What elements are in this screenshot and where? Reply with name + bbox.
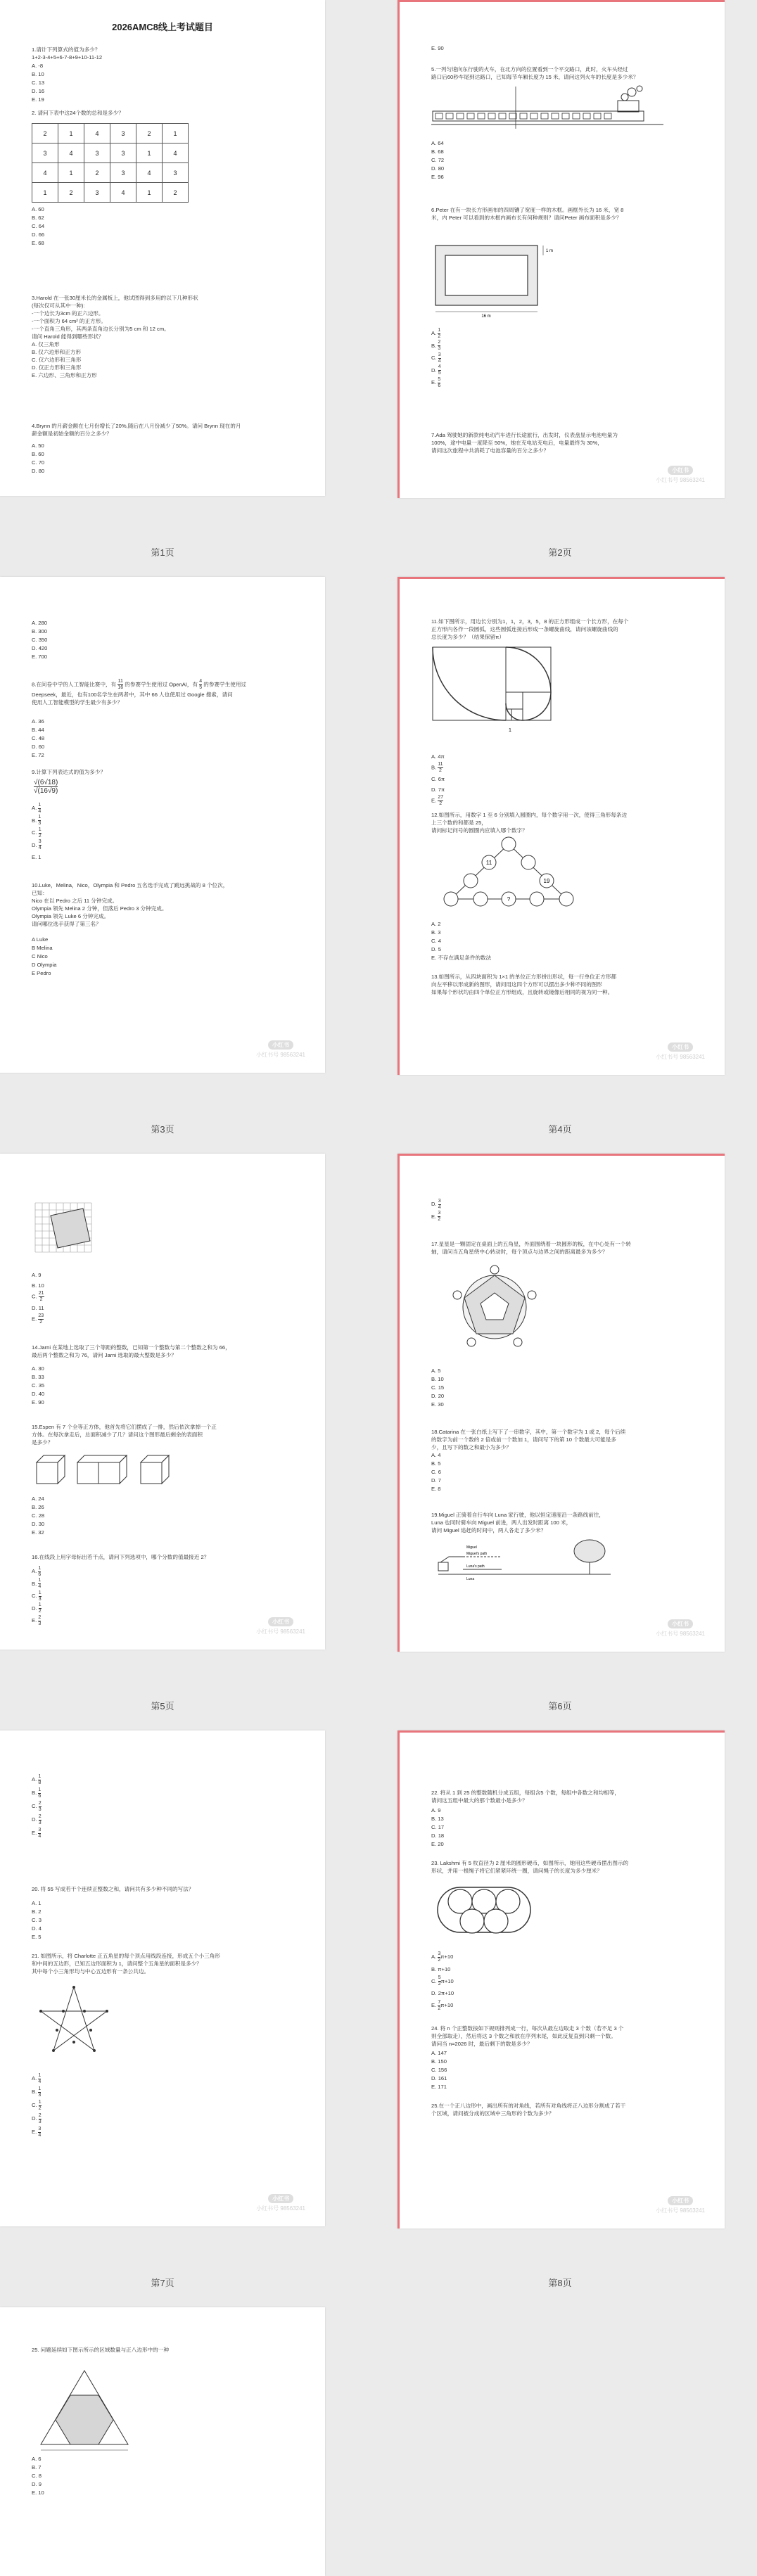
option[interactable]: A. 4π [431, 753, 445, 760]
q21-options [32, 2072, 42, 2138]
question-14: 14.Jarni 在某地上选取了三个等距的整数，已知第一个整数与第二个整数之和为 66， 最后两个整数之和为 76，请问 Jarni 选取的最大整数是多少？ [32, 1344, 231, 1358]
question-2: 2. 请问下表中这24个数的总和是多少？ [32, 110, 124, 116]
page-label: 第2页 [548, 547, 572, 558]
option[interactable]: E. 10 [32, 2489, 44, 2496]
question-5: 5.一列匀速向东行驶的火车，在北方向的位置看到一个平交路口，此时，火车头经过 路口后60秒车尾到达路口，已知每节车厢长度为 15 米，请问这列火车的长度是多少米？ [431, 66, 639, 80]
option[interactable]: B. 150 [431, 2058, 447, 2065]
option[interactable]: B. $\frac{2}{3}$ [431, 340, 441, 351]
option[interactable]: B. 26 [32, 1504, 44, 1510]
q8-options [32, 718, 44, 760]
label-miguel: Miguel [466, 1545, 477, 1550]
circle-triangle-diagram [438, 836, 579, 913]
question-9: 9.计算下列表达式的值为多少？ [32, 769, 106, 775]
option[interactable]: A. 280 [32, 620, 47, 626]
pentagram-diagram [35, 1984, 113, 2061]
option[interactable]: D. 80 [431, 165, 445, 172]
label-question: ? [507, 896, 511, 903]
option[interactable]: E. 700 [32, 653, 47, 660]
watermark: 小红书 小红书号 98563241 [656, 1621, 705, 1637]
q9-options [32, 802, 42, 863]
option[interactable]: E. 不存在满足条件的数法 [431, 955, 492, 961]
option[interactable]: E. 32 [32, 1529, 44, 1536]
question-20: 20. 将 55 写成若干个连续正整数之和，请问共有多少种不同的写法？ [32, 1886, 194, 1892]
option[interactable]: B. π+10 [431, 1965, 451, 1972]
option[interactable]: E. $\frac{27}{2}$ [431, 795, 444, 806]
option[interactable]: E. 8 [431, 1486, 441, 1492]
label-19: 19 [543, 878, 550, 884]
option[interactable]: A. $\frac{1}{4}$ [32, 802, 42, 814]
question-23: 23. Lakshmi 有 5 枚直径为 2 厘米的圆形硬币，如图所示，她用这些硬币摆出图示的 形状，并用一根绳子将它们紧紧环绕一圈，请问绳子的长度为多少厘米？ [431, 1860, 629, 1874]
option[interactable]: D. 4 [32, 1925, 42, 1932]
option[interactable]: E. $\frac{2}{3}$ [32, 1614, 42, 1626]
option[interactable]: C. $\frac{2}{3}$ [32, 1800, 42, 1812]
option[interactable]: D. 16 [32, 88, 45, 94]
option[interactable]: B Melina [32, 945, 53, 951]
q1-options [32, 62, 44, 104]
option[interactable]: E. 96 [431, 174, 444, 180]
option[interactable]: B. $\frac{1}{6}$ [32, 1787, 42, 1799]
option[interactable]: D. 9 [32, 2481, 42, 2487]
q7-options [32, 619, 47, 661]
page-2 [397, 0, 725, 498]
option[interactable]: C. 8 [32, 2473, 42, 2479]
page-9 [0, 2307, 325, 2576]
q9-expression: √(6√18) √(16√9) [34, 779, 58, 795]
option[interactable]: E. 171 [431, 2084, 447, 2090]
option[interactable]: E. 30 [431, 1401, 444, 1408]
q16-options-cont [431, 1198, 441, 1223]
canvas-frame-diagram [431, 241, 554, 319]
q10-options [32, 936, 56, 978]
q23-options [431, 1951, 454, 2012]
question-13: 13.如图所示，从四块面积为 1×1 的单位正方形拼出形状，每一行单位正方形都 向左平移以形成新的图形，请问用这四个方形可以摆出多少种不同的图形 如果每个形状均由四个单位正方形组成，且旋转或镜像后相同的视为同一种。 [431, 974, 617, 995]
option[interactable]: E. $\frac{23}{2}$ [32, 1313, 44, 1325]
q15-options [32, 1495, 44, 1537]
q6-options [431, 327, 441, 389]
option[interactable]: C. 70 [32, 459, 45, 466]
q18-options [431, 1451, 441, 1493]
label-11: 11 [485, 860, 492, 866]
option[interactable]: D. 7π [431, 786, 445, 793]
option[interactable]: E. 1 [32, 854, 42, 860]
option[interactable]: A. $\frac{1}{2}$ [431, 327, 441, 339]
option[interactable]: E Pedro [32, 970, 51, 976]
option[interactable]: C. 72 [431, 157, 445, 163]
page-label: 第7页 [151, 2278, 174, 2288]
option[interactable]: C. $\frac{3}{4}$ [431, 352, 441, 364]
dim-bottom-label: 16 m [481, 314, 491, 319]
page-label: 第3页 [151, 1124, 174, 1135]
option[interactable]: A. 36 [32, 718, 44, 725]
q17-options [431, 1367, 444, 1409]
option[interactable]: E. 68 [32, 240, 44, 246]
option[interactable]: E. $\frac{3}{4}$ [32, 2126, 42, 2138]
watermark: 小红书 小红书号 98563241 [656, 2198, 705, 2214]
star-pentagon-diagram [442, 1261, 547, 1353]
option[interactable]: A. 50 [32, 442, 44, 449]
question-4: 4.Brynn 的月薪金额在七月份增长了20%,随后在八月份减少了50%。请问 Brynn 现在的月 薪金额是初始金额的百分之多少？ [32, 423, 241, 437]
option[interactable]: D. $\frac{2}{3}$ [32, 1813, 42, 1825]
option[interactable]: D. 18 [431, 1832, 445, 1839]
document-title: 2026AMC8线上考试题目 [112, 22, 213, 32]
question-18: 18.Catarina 在一张白纸上写下了一串数字，其中，第一个数字为 1 或 2，每个后续 的数字为前一个数的 2 倍或前一个数加 1，请问写下的第 10 个数最大可能是多 少，且写下的数之和最小为多少？ [431, 1429, 626, 1450]
option[interactable]: D. 66 [32, 231, 45, 238]
option[interactable]: A. 9 [431, 1807, 441, 1813]
option[interactable]: C. 350 [32, 637, 48, 643]
option[interactable]: A. 2 [431, 921, 441, 927]
option[interactable]: C. 48 [32, 735, 45, 741]
option[interactable]: A. 9 [32, 1272, 42, 1278]
option[interactable]: C. 35 [32, 1382, 45, 1389]
option[interactable]: E. $\frac{3}{4}$ [32, 1827, 42, 1839]
option[interactable]: B. 33 [32, 1374, 44, 1380]
watermark: 小红书 小红书号 98563241 [256, 1042, 305, 1058]
option[interactable]: B. 5 [431, 1460, 441, 1467]
q25-options [32, 2455, 44, 2497]
option[interactable]: C. 15 [431, 1384, 445, 1391]
option[interactable]: D. $\frac{3}{4}$ [32, 839, 42, 850]
q13-options [32, 1270, 44, 1325]
option[interactable]: E. $\frac{5}{6}$ [431, 376, 441, 388]
question-8: 8.在问卷中学的人工智能比赛中，有 $\frac{11}{16}$ 的参赛学生使用过 OpenAI，有 $\frac{4}{5}$ 的参赛学生使用过 Deepseek，最近，也有100名学生在两者中，其中 66 人也使用过 Google 搜索，请问 使用人工智能模型的学生最少有多少？ [32, 679, 247, 706]
option[interactable]: C. 4 [431, 938, 441, 944]
option[interactable]: D Olympia [32, 962, 57, 968]
page-8 [397, 1730, 725, 2229]
option[interactable]: D. $\frac{3}{4}$ [431, 1198, 441, 1210]
page-label: 第5页 [151, 1701, 174, 1711]
page-label: 第8页 [548, 2278, 572, 2288]
option[interactable]: E. 90 [431, 45, 444, 51]
q5-options [431, 139, 444, 181]
option[interactable]: E. 72 [32, 752, 44, 758]
option[interactable]: A. 24 [32, 1496, 44, 1502]
option[interactable]: C. 6π [431, 776, 445, 782]
option[interactable]: A. $\frac{3}{2}$ π+10 [431, 1951, 454, 1963]
page-label: 第4页 [548, 1124, 572, 1135]
question-7: 7.Ada 驾驶她的新款纯电动汽车进行长途旅行，出发时，仪表盘显示电池电量为 100%，途中电量一度降至 50%，她在充电站充电后，电量最终为 30%， 请问这次旅程中共消耗了电池容量的百分之多少？ [431, 432, 618, 454]
option[interactable]: C. $\frac{1}{2}$ [32, 2099, 42, 2111]
option[interactable]: B. 62 [32, 215, 44, 221]
page-7 [0, 1730, 325, 2226]
question-24: 24. 将 n 个正整数按如下规则排列成一行，每次从最左边取走 3 个数（若不足 3 个 则全部取走），然后将这 3 个数之和放在序列末尾，如此反复直到只剩一个数。 请问当 n=2026 时，最后剩下的数是多少？ [431, 2025, 624, 2047]
option[interactable]: D. 7 [431, 1477, 441, 1484]
option[interactable]: A. 30 [32, 1365, 44, 1372]
option[interactable]: A. 147 [431, 2050, 447, 2056]
q19-options [32, 1773, 42, 1839]
page-1 [0, 0, 325, 496]
tilted-square-grid-diagram [35, 1203, 98, 1259]
option[interactable]: B. $\frac{1}{3}$ [32, 815, 42, 826]
q11-options [431, 751, 445, 807]
question-10: 10.Luke，Melina，Nico，Olympia 和 Pedro 五名选手完成了跳远挑战的 8 个位次， 已知： Nico 在以 Pedro 之后 11 分钟完成。 Olympia 领先 Melina 2 分钟，但落后 Pedro 3 分钟完成。 Olympia 领先 Luke 6 分钟完成。 请问哪位选手获得了第三名？ [32, 882, 229, 927]
option[interactable]: E. $\frac{7}{2}$ π+10 [431, 1999, 454, 2011]
option[interactable]: C. $\frac{5}{2}$ π+10 [431, 1975, 454, 1987]
question-15: 15.Espen 有 7 个全等正方体，他首先将它们摆成了一排，然后依次拿掉一个正 方体。在每次拿走后，总面积减少了几？请问这个图形最后剩余的表面积 是多少？ [32, 1424, 217, 1446]
option[interactable]: B. 7 [32, 2464, 42, 2470]
option[interactable]: A. -8 [32, 63, 44, 69]
question-17: 17.星星是一颗固定在桌面上的五角星，外面围绕着一块圆形的板，在中心处有一个转 轴，请问当五角星绕中心转动时，每个顶点与边界之间的距离最多为多少？ [431, 1241, 631, 1255]
option[interactable]: E. $\frac{3}{2}$ [431, 1211, 441, 1222]
option[interactable]: C. $\frac{21}{2}$ [32, 1291, 44, 1302]
q4-options [32, 442, 44, 476]
cubes-diagram [35, 1453, 183, 1488]
q24-options [431, 2049, 447, 2091]
option[interactable]: D. 161 [431, 2075, 447, 2081]
train-diagram [431, 87, 663, 129]
option[interactable]: E. 19 [32, 96, 44, 103]
q16-options [32, 1565, 42, 1627]
option[interactable]: D. 2π+10 [431, 1990, 454, 1996]
option[interactable]: A. 6 [32, 2456, 42, 2462]
page-label: 第6页 [548, 1701, 572, 1711]
option[interactable]: C. 6 [431, 1469, 441, 1475]
label-miguel-path: Miguel's path [466, 1552, 488, 1556]
option[interactable]: B. 10 [32, 1282, 44, 1289]
option[interactable]: B. 13 [431, 1816, 444, 1822]
page-label: 第1页 [151, 547, 174, 558]
option[interactable]: B. $\frac{1}{4}$ [32, 1578, 42, 1589]
fibonacci-spiral-diagram [431, 646, 558, 737]
coins-diagram [435, 1880, 533, 1944]
question-25: 25.在一个正八边形中，画出所有的对角线，若所有对角线将正八边形分割成了若干 个区域，请问被分成的区域中三角形的个数为多少？ [431, 2103, 626, 2117]
watermark: 小红书 小红书号 98563241 [656, 1044, 705, 1060]
option[interactable]: A. $\frac{1}{4}$ [32, 2072, 42, 2084]
option[interactable]: C. $\frac{1}{3}$ [32, 1590, 42, 1602]
option[interactable]: D. $\frac{2}{3}$ [32, 2112, 42, 2124]
option[interactable]: C. 64 [32, 223, 45, 229]
option[interactable]: D. $\frac{4}{5}$ [431, 364, 441, 376]
option[interactable]: C. 156 [431, 2067, 447, 2073]
option[interactable]: B. 44 [32, 727, 44, 733]
question-12: 12.如图所示，用数字 1 至 6 分别填入圆圈内，每个数字用一次，使得三角形每条边 上三个数的和都是 25， 请问标记问号的圆圈内应填入哪个数字？ [431, 812, 628, 834]
q2-options [32, 205, 44, 248]
option[interactable]: D. 60 [32, 744, 45, 750]
svg-text:1: 1 [509, 728, 511, 733]
watermark: 小红书 小红书号 98563241 [256, 2195, 305, 2212]
watermark: 小红书 小红书号 98563241 [256, 1619, 305, 1635]
page-3 [0, 577, 325, 1073]
question-19: 19.Miguel 正骑着自行车向 Luna 家行驶，他以恒定速度沿一条路线前往， Luna 也同时骑车向 Miguel 前进，两人出发时距离 100 米， 请问 Miguel 追赶的时间中，两人各走了多少米？ [431, 1512, 604, 1534]
q22-options [431, 1806, 444, 1849]
option[interactable]: D. 5 [431, 946, 441, 952]
option[interactable]: B. 10 [32, 71, 44, 77]
option[interactable]: A. 5 [431, 1367, 441, 1374]
triangle-hexagon-diagram [35, 2367, 134, 2451]
option[interactable]: B. 2 [32, 1908, 42, 1915]
option[interactable]: C. 3 [32, 1917, 42, 1923]
question-1: 1.请计下列算式的值为多少？ 1+2-3-4+5+6-7-8+9+10-11-12 [32, 46, 103, 60]
option[interactable]: E. 20 [431, 1841, 444, 1847]
option[interactable]: B. 68 [431, 148, 444, 155]
option[interactable]: B. $\frac{11}{2}$ [431, 762, 443, 773]
option[interactable]: C. 13 [32, 79, 45, 86]
question-22: 22. 将从 1 到 25 的整数随机分成五组，每组含5 个数，每组中各数之和均相等， 请问这五组中最大的那个数最小是多少？ [431, 1790, 620, 1804]
option[interactable]: B. $\frac{1}{3}$ [32, 2086, 42, 2098]
option[interactable]: D. 420 [32, 645, 48, 651]
option[interactable]: D. 20 [431, 1393, 445, 1399]
option[interactable]: A. $\frac{1}{6}$ [32, 1565, 42, 1577]
q12-options [431, 920, 491, 962]
path-diagram [435, 1536, 618, 1585]
question-25-continued: 25. 问题延续如下图示所示的区域数量与正八边形中的一种 [32, 2347, 169, 2353]
option[interactable]: A Luke [32, 936, 49, 943]
question-21: 21. 如图所示，将 Charlotte 正五角星的每个顶点用线段连接，形成五个小三角形 和中间的五边形，已知五边形面积为 1，请问整个五角星的面积是多少？ 其中每个小三角形均与中心五边形有一条公共边。 [32, 1953, 220, 1975]
dim-side-label: 1 m [546, 249, 554, 253]
question-3: 3.Harold 在一张30厘米长的金属板上，他试图得到多用的以下几种形状 (每次仅可从其中一种): -一个边长为3cm 的正六边形。 -一个面积为 64 cm² 的正方形。 -一个直角三角形，其两条直角边长分别为5 cm 和 12 cm。 请问 Harold 能得到哪些形状？ A. 仅三角形 B. 仅六边形和正方形 C. 仅六边形和三角形 D. 仅正方形和三角形 E. 六边形、三角形和正方形 [32, 295, 198, 378]
option[interactable]: E. 5 [32, 1934, 42, 1940]
option[interactable]: B. 300 [32, 628, 47, 635]
option[interactable]: C. 17 [431, 1824, 445, 1830]
question-6: 6.Peter 在有一块长方形画布的四周镶了宽度一样的木框。画框外长为 16 米，宽 8 米，内 Peter 可以看到的木框内画布长有何种规则？请问Peter 画布面积是多少？ [431, 207, 624, 221]
option[interactable]: A. 64 [431, 140, 444, 146]
question-11: 11.如下图所示，用边长分别为1，1，2，3，5，8 的正方形组成一个长方形，在每个 正方形内各作一段圆弧，这些圆弧连接后形成一条螺旋曲线，请问该螺旋曲线的 总长度为多少？（结果保留π） [431, 618, 629, 640]
watermark: 小红书 小红书号 98563241 [656, 467, 705, 483]
option[interactable]: C. $\frac{1}{2}$ [32, 827, 42, 839]
option[interactable]: C Nico [32, 953, 48, 959]
option[interactable]: A. 4 [431, 1452, 441, 1458]
option[interactable]: D. 30 [32, 1521, 45, 1527]
option[interactable]: B. 60 [32, 451, 44, 457]
option[interactable]: B. 10 [431, 1376, 444, 1382]
option[interactable]: A. 60 [32, 206, 44, 212]
option[interactable]: C. 28 [32, 1512, 45, 1519]
page-4 [397, 577, 725, 1075]
option[interactable]: D. $\frac{1}{2}$ [32, 1602, 42, 1614]
option[interactable]: D. 80 [32, 468, 45, 474]
option[interactable]: A. 1 [32, 1900, 42, 1906]
q14-options [32, 1365, 44, 1407]
label-luna: Luna [466, 1577, 475, 1581]
q20-options [32, 1899, 42, 1941]
option[interactable]: A. $\frac{1}{8}$ [32, 1773, 42, 1785]
option[interactable]: B. 3 [431, 929, 441, 936]
number-grid: 2 1 4 3 2 1 3 4 3 3 1 4 4 1 2 3 4 3 1 2 3 4 1 2 [32, 123, 189, 203]
option[interactable]: E. 90 [32, 1399, 44, 1405]
page-5 [0, 1154, 325, 1650]
question-16: 16.在线段上用字母标出若干点，请问下列选项中，哪个分数的值最接近 2？ [32, 1554, 210, 1560]
option[interactable]: D. 11 [32, 1305, 44, 1311]
label-luna-path: Luna's path [466, 1564, 485, 1569]
option[interactable]: D. 40 [32, 1391, 45, 1397]
page-6 [397, 1154, 725, 1652]
